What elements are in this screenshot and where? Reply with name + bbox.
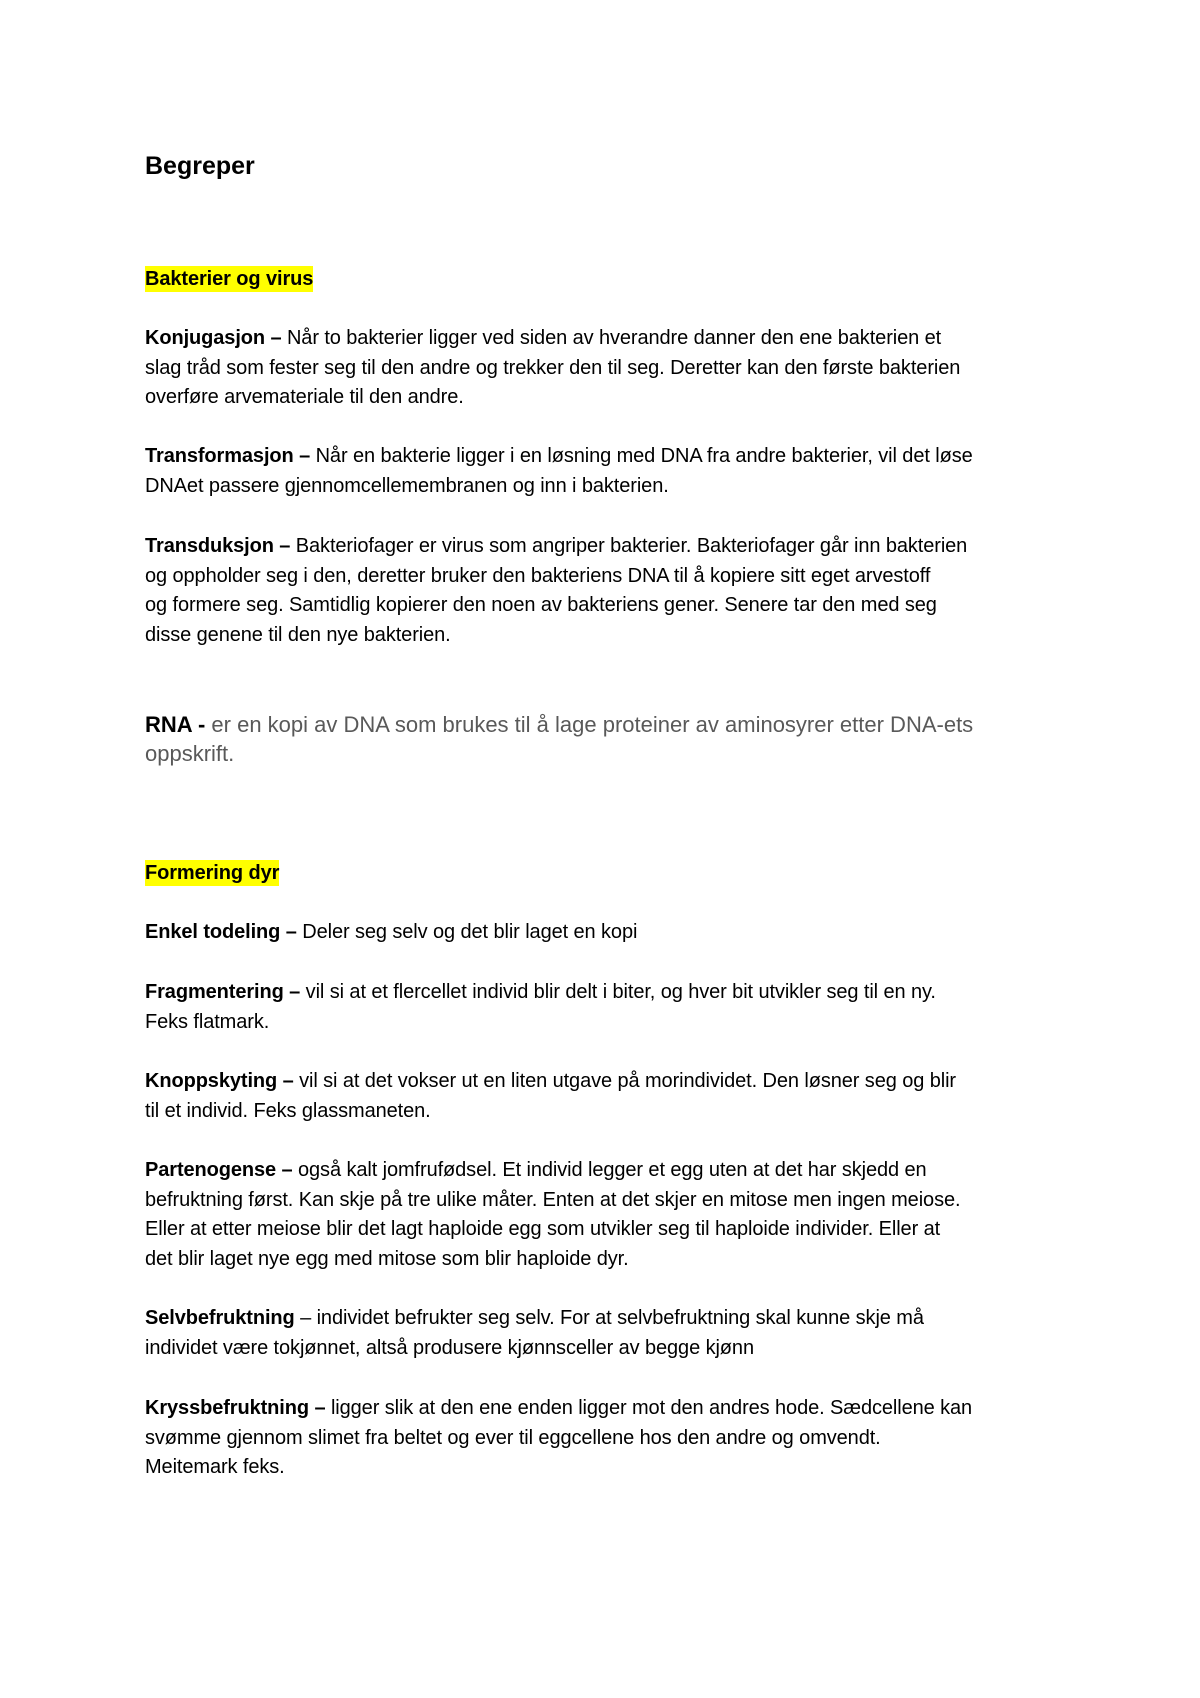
definition-text: ligger slik at den ene enden ligger mot den andres hode. Sædcellene kan: [330, 1397, 973, 1419]
term-entry-selvbefruktning: [145, 1304, 924, 1363]
term-label: RNA -: [145, 712, 206, 737]
term-label: Knoppskyting –: [145, 1070, 294, 1092]
definition-text: Når en bakterie ligger i en løsning med DNA fra andre bakterier, vil det løse: [315, 445, 973, 467]
term-entry-rna: [145, 711, 973, 768]
section-heading-bakterier-og-virus: Bakterier og virus: [145, 268, 314, 290]
definition-line: [145, 532, 967, 562]
term-entry-kryssbefruktning: [145, 1394, 972, 1483]
definition-line: det blir laget nye egg med mitose som blir haploide dyr.: [145, 1247, 629, 1270]
definition-text: vil si at et flercellet individ blir delt i biter, og hver bit utvikler seg til en ny.: [305, 981, 936, 1003]
definition-line: og oppholder seg i den, deretter bruker den bakteriens DNA til å kopiere sitt eget arvestoff: [145, 564, 931, 587]
definition-line: overføre arvemateriale til den andre.: [145, 386, 464, 408]
definition-line: individet være tokjønnet, altså produsere kjønnsceller av begge kjønn: [145, 1336, 754, 1359]
definition-text: også kalt jomfrufødsel. Et individ legger et egg uten at det har skjedd en: [298, 1159, 927, 1181]
page-title: Begreper: [145, 152, 255, 180]
definition-line: [145, 711, 973, 740]
term-entry-konjugasjon: [145, 324, 960, 413]
definition-text: Deler seg selv og det blir laget en kopi: [302, 921, 638, 943]
definition-line: Meitemark feks.: [145, 1456, 285, 1478]
term-label: Konjugasjon –: [145, 327, 282, 349]
term-entry-transduksjon: [145, 532, 967, 650]
definition-line: slag tråd som fester seg til den andre og trekker den til seg. Deretter kan den første bakterien: [145, 356, 961, 379]
definition-line: [145, 1304, 924, 1334]
term-entry-partenogense: [145, 1156, 960, 1274]
term-entry-enkel-todeling: [145, 918, 637, 948]
definition-text: er en kopi av DNA som brukes til å lage proteiner av aminosyrer etter DNA-ets: [211, 712, 974, 737]
definition-line: og formere seg. Samtidlig kopierer den noen av bakteriens gener. Senere tar den med seg: [145, 594, 937, 616]
definition-line: disse genene til den nye bakterien.: [145, 623, 451, 646]
term-label: Transformasjon –: [145, 445, 311, 467]
definition-line: til et individ. Feks glassmaneten.: [145, 1099, 431, 1122]
term-entry-knoppskyting: [145, 1067, 956, 1126]
definition-text: Når to bakterier ligger ved siden av hverandre danner den ene bakterien et: [286, 327, 942, 349]
term-label: Partenogense –: [145, 1159, 293, 1181]
definition-text: Bakteriofager er virus som angriper bakterier. Bakteriofager går inn bakterien: [295, 535, 968, 557]
definition-line: befruktning først. Kan skje på tre ulike måter. Enten at det skjer en mitose men ingen meiose.: [145, 1188, 961, 1211]
definition-line: oppskrift.: [145, 740, 235, 766]
definition-line: [145, 1156, 960, 1186]
term-label: Kryssbefruktning –: [145, 1397, 326, 1419]
definition-text: vil si at det vokser ut en liten utgave på morindividet. Den løsner seg og blir: [299, 1070, 956, 1092]
term-label: Fragmentering –: [145, 981, 301, 1003]
definition-line: [145, 918, 637, 948]
definition-line: Eller at etter meiose blir det lagt haploide egg som utvikler seg til haploide individer. Eller at: [145, 1218, 941, 1240]
definition-text: – individet befrukter seg selv. For at selvbefruktning skal kunne skje må: [300, 1307, 924, 1329]
definition-line: [145, 1394, 972, 1424]
definition-line: [145, 978, 936, 1008]
section-heading-formering-dyr: Formering dyr: [145, 862, 280, 884]
term-entry-fragmentering: [145, 978, 936, 1037]
term-label: Transduksjon –: [145, 535, 291, 557]
term-label: Selvbefruktning: [145, 1307, 295, 1329]
definition-line: [145, 1067, 956, 1097]
term-entry-transformasjon: [145, 442, 973, 501]
definition-line: DNAet passere gjennomcellemembranen og inn i bakterien.: [145, 474, 669, 497]
definition-line: Feks flatmark.: [145, 1010, 270, 1033]
term-label: Enkel todeling –: [145, 921, 297, 943]
definition-line: [145, 442, 973, 472]
definition-line: [145, 324, 960, 354]
definition-line: svømme gjennom slimet fra beltet og ever til eggcellene hos den andre og omvendt.: [145, 1426, 881, 1449]
